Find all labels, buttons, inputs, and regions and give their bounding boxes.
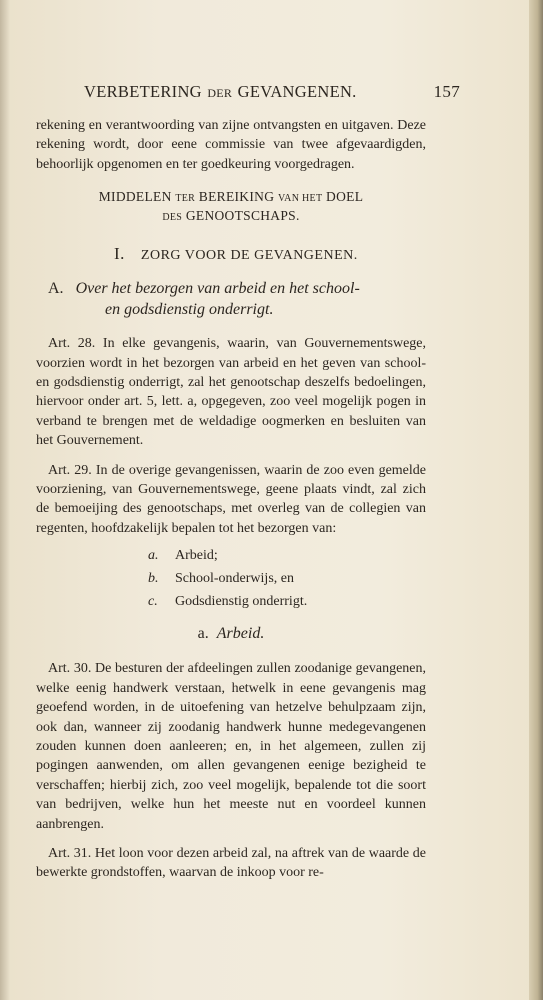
article-30-text: Art. 30. De besturen der afdeelingen zullen zoodanige gevangenen, welke eenig handwerk verstaan, hetwelk in eene gevangenis mag geoefend worden, in de uitoefening van hetzelve behulpzaam zijn, ook dan, wanneer zij zoodanig handwerk hunne medegevangenen zouden kunnen doen aanleeren; en, in het algemeen, zullen zij pogingen aanwenden, om allen gevangenen eenige bezigheid te verschaffen; hierbij zich, zoo veel mogelijk, bepalende tot die soort van bedrijven, welke hun het meeste nut en voordeel kunnen aanbrengen. [36, 661, 426, 832]
list-item-text: Arbeid; [175, 548, 218, 564]
heading-a-letter: A. [48, 280, 64, 298]
section-title-part: MIDDELEN [98, 189, 172, 205]
article-28-text: Art. 28. In elke gevangenis, waarin, van Gouvernementswege, voorzien wordt in het bezorgen van arbeid en het geven van school- en godsdienstig onderrigt, zal het genootschap deszelfs bedoelingen, hiervoor onder art. 5, lett. a, opgegeven, zoo veel mogelijk pogen in verband te brengen met de weldadige oogmerken en besluiten van het Gouvernement. [36, 336, 426, 449]
heading-a [36, 278, 426, 320]
article-31 [36, 844, 426, 883]
page-number: 157 [433, 82, 460, 101]
section-title [36, 188, 426, 226]
gutter-shadow [0, 0, 10, 1000]
subheading-text: Arbeid. [216, 625, 265, 643]
list-item-label: a. [148, 548, 159, 564]
article-29 [36, 461, 426, 539]
subheading-arbeid [36, 625, 426, 643]
section-title-line2 [36, 207, 426, 226]
section-title-part: VAN HET [277, 193, 323, 205]
section-title-line1 [36, 188, 426, 207]
running-title-part: GEVANGENEN. [237, 82, 357, 101]
heading-a-line2: en godsdienstig onderrigt. [105, 301, 274, 319]
list-item-text: School-onderwijs, en [175, 571, 294, 587]
running-head [84, 82, 460, 102]
article-28 [36, 334, 426, 450]
list-item-text: Godsdienstig onderrigt. [175, 594, 308, 610]
heading-a-line1: Over het bezorgen van arbeid en het school- [75, 280, 360, 298]
article-31-text: Art. 31. Het loon voor dezen arbeid zal, na aftrek van de waarde de bewerkte grondstoffen, waarvan de inkoop voor re- [36, 845, 426, 881]
section-title-part: DOEL [326, 189, 364, 205]
page-content [36, 82, 460, 883]
section-title-part: DES [162, 212, 183, 224]
provision-list [148, 544, 426, 613]
section-title-part: BEREIKING [198, 189, 275, 205]
heading-i-text: ZORG VOOR DE GEVANGENEN. [140, 248, 358, 264]
heading-i [114, 244, 426, 264]
section-title-part: GENOOTSCHAPS. [185, 208, 300, 224]
article-29-text: Art. 29. In de overige gevangenissen, waarin de zoo even gemelde voorziening, van Gouvernementswege, geene plaats vindt, zal zich de bemoeijing des genootschaps, met overleg van de collegien van regenten, hoofdzakelijk bepalen tot het bezorgen van: [36, 462, 426, 536]
heading-i-numeral: I. [114, 244, 125, 264]
running-title [84, 82, 357, 102]
subheading-letter: a. [197, 625, 209, 643]
list-item [148, 590, 426, 613]
article-30 [36, 659, 426, 834]
running-title-part: DER [207, 86, 233, 100]
list-item-label: c. [148, 594, 158, 610]
running-title-part: VERBETERING [84, 82, 202, 101]
page-edge [529, 0, 543, 1000]
list-item [148, 544, 426, 567]
list-item-label: b. [148, 571, 159, 587]
intro-paragraph: rekening en verantwoording van zijne ontvangsten en uitgaven. Deze rekening wordt, door eene commissie van twee afgevaardigden, behoorlijk opgenomen en ter goedkeuring voorgedragen. [36, 118, 426, 172]
list-item [148, 567, 426, 590]
section-title-part: TER [175, 193, 196, 205]
